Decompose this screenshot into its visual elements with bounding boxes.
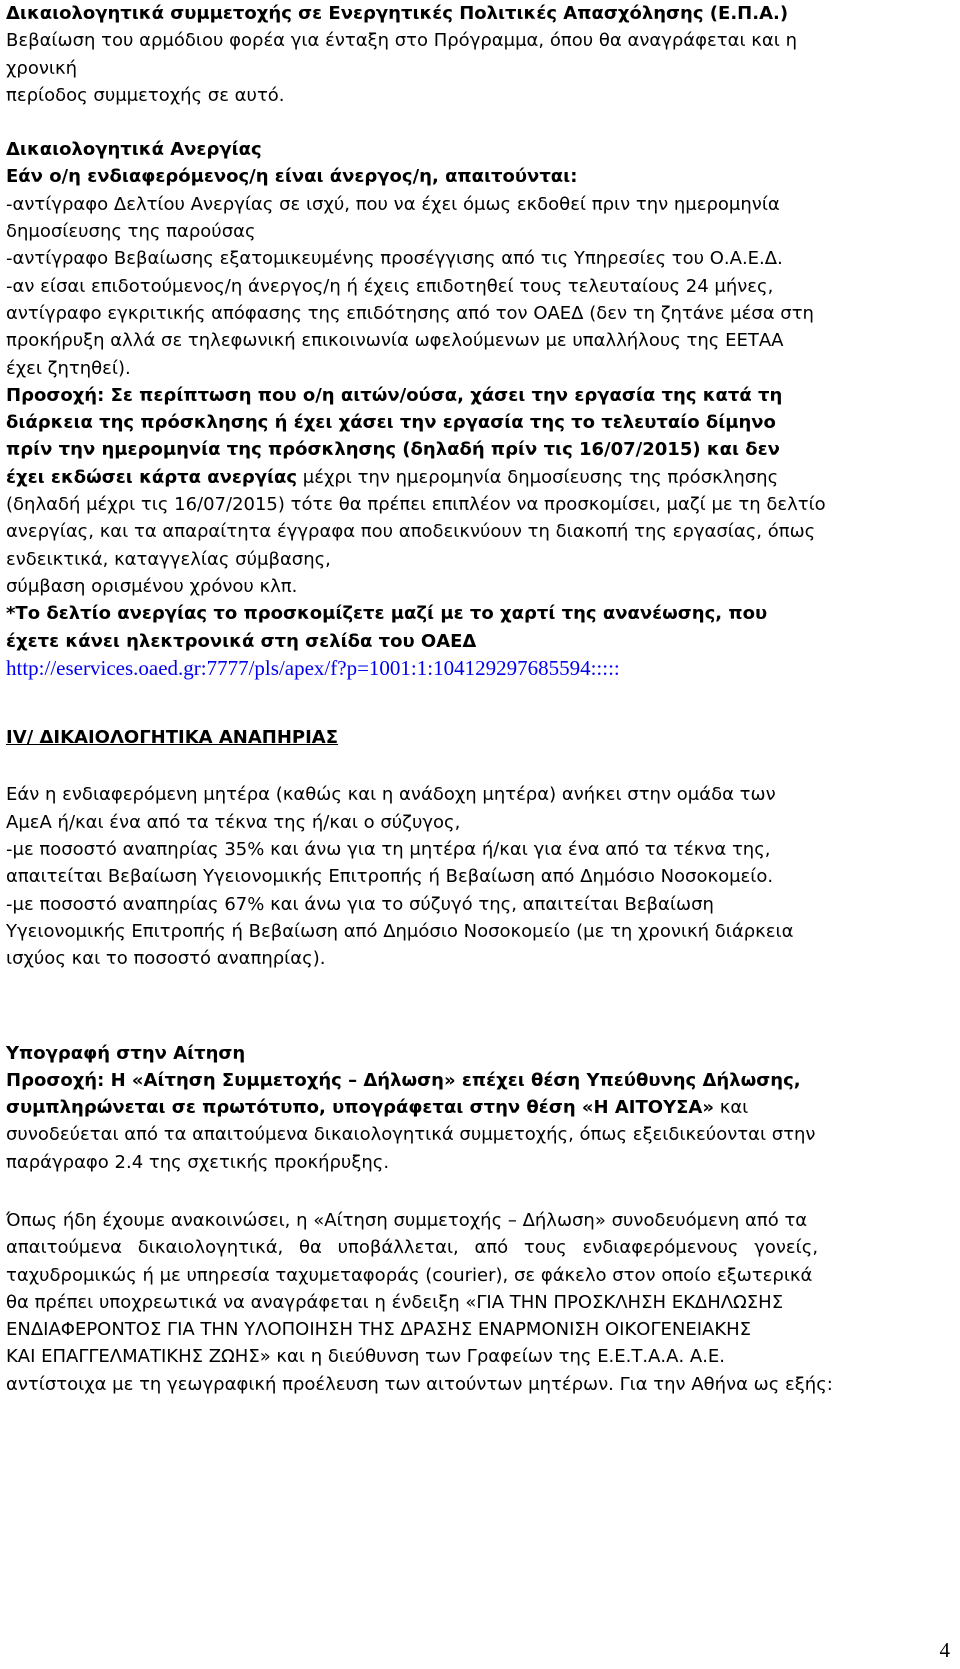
note-line: *Το δελτίο ανεργίας το προσκομίζετε μαζί με το χαρτί της ανανέωσης, που (6, 603, 768, 625)
epa-line: χρονική (6, 57, 77, 79)
note-line: έχετε κάνει ηλεκτρονικά στη σελίδα του ΟΑΕΔ (6, 630, 477, 652)
spacer (6, 109, 956, 136)
unemployment-line: -αντίγραφο Βεβαίωσης εξατομικευμένης προσέγγισης από τις Υπηρεσίες του Ο.Α.Ε.Δ. (6, 248, 783, 270)
spacer (6, 1176, 956, 1203)
warning-normal-fragment: μέχρι την ημερομηνία δημοσίευσης της πρόσκλησης (297, 466, 779, 488)
disability-line: Υγειονομικής Επιτροπής ή Βεβαίωση από Δημόσιο Νοσοκομείο (με τη χρονική διάρκεια (6, 920, 794, 942)
signature-section-title: Υπογραφή στην Αίτηση (6, 1042, 246, 1064)
unemployment-section-title: Δικαιολογητικά Ανεργίας (6, 139, 262, 161)
warning-mixed-line (6, 464, 956, 491)
signature-bold-fragment: συμπληρώνεται σε πρωτότυπο, υπογράφεται στην θέση «Η ΑΙΤΟΥΣΑ» (6, 1097, 714, 1119)
disability-line: -με ποσοστό αναπηρίας 35% και άνω για τη μητέρα ή/και για ένα από τα τέκνα της, (6, 839, 771, 861)
spacer (6, 973, 956, 1000)
oaed-link[interactable]: http://eservices.oaed.gr:7777/pls/apex/f?p=1001:1:104129297685594::::: (6, 655, 620, 680)
page-number: 4 (939, 1638, 950, 1662)
epa-line: Βεβαίωση του αρμόδιου φορέα για ένταξη στο Πρόγραμμα, όπου θα αναγράφεται και η (6, 30, 797, 52)
epa-line: περίοδος συμμετοχής σε αυτό. (6, 84, 285, 106)
justified-line: ΕΝΔΙΑΦΕΡΟΝΤΟΣ ΓΙΑ ΤΗΝ ΥΛΟΠΟΙΗΣΗ ΤΗΣ ΔΡΑΣΗΣ ΕΝΑΡΜΟΝΙΣΗ ΟΙΚΟΓΕΝΕΙΑΚΗΣ (6, 1319, 752, 1341)
unemployment-line: προκήρυξη αλλά σε τηλεφωνική επικοινωνία ωφελούμενων με υπαλλήλους της ΕΕΤΑΑ (6, 330, 784, 352)
spacer (6, 1027, 956, 1040)
epa-section-title: Δικαιολογητικά συμμετοχής σε Ενεργητικές Πολιτικές Απασχόλησης (Ε.Π.Α.) (6, 3, 789, 24)
warning-line: Προσοχή: Σε περίπτωση που ο/η αιτών/ούσα, χάσει την εργασία της κατά τη (6, 384, 783, 406)
unemployment-subtitle: Εάν ο/η ενδιαφερόμενος/η είναι άνεργος/η, απαιτούνται: (6, 166, 578, 188)
oaed-link-row (6, 655, 956, 683)
unemployment-line: -αντίγραφο Δελτίου Ανεργίας σε ισχύ, που να έχει όμως εκδοθεί πριν την ημερομηνία (6, 193, 780, 215)
spacer (6, 1000, 956, 1027)
document-page (6, 0, 956, 1398)
signature-warning-line: Προσοχή: Η «Αίτηση Συμμετοχής – Δήλωση» επέχει θέση Υπεύθυνης Δήλωσης, (6, 1069, 801, 1091)
disability-line: ισχύος και το ποσοστό αναπηρίας). (6, 948, 326, 970)
disability-line: ΑμεΑ ή/και ένα από τα τέκνα της ή/και ο σύζυγος, (6, 811, 461, 833)
disability-line: -με ποσοστό αναπηρίας 67% και άνω για το σύζυγό της, απαιτείται Βεβαίωση (6, 893, 714, 915)
justified-line: ταχυδρομικώς ή με υπηρεσία ταχυμεταφοράς (courier), σε φάκελο στον οποίο εξωτερικά (6, 1264, 813, 1286)
warning-line: σύμβαση ορισμένου χρόνου κλπ. (6, 575, 298, 597)
unemployment-line: αντίγραφο εγκριτικής απόφασης της επιδότησης από τον ΟΑΕΔ (δεν τη ζητάνε μέσα στη (6, 302, 814, 324)
justified-line: Όπως ήδη έχουμε ανακοινώσει, η «Αίτηση συμμετοχής – Δήλωση» συνοδευόμενη από τα (6, 1209, 808, 1231)
signature-normal-fragment: και (713, 1097, 749, 1119)
warning-line: (δηλαδή μέχρι τις 16/07/2015) τότε θα πρέπει επιπλέον να προσκομίσει, μαζί με τη δελτίο (6, 494, 826, 516)
disability-line: Εάν η ενδιαφερόμενη μητέρα (καθώς και η ανάδοχη μητέρα) ανήκει στην ομάδα των (6, 784, 776, 806)
justified-line: θα πρέπει υποχρεωτικά να αναγράφεται η ένδειξη «ΓΙΑ ΤΗΝ ΠΡΟΣΚΛΗΣΗ ΕΚΔΗΛΩΣΗΣ (6, 1291, 784, 1313)
signature-line: παράγραφο 2.4 της σχετικής προκήρυξης. (6, 1151, 390, 1173)
disability-heading: IV/ ΔΙΚΑΙΟΛΟΓΗΤΙΚΑ ΑΝΑΠΗΡΙΑΣ (6, 727, 339, 749)
spacer (6, 683, 956, 710)
last-line: αντίστοιχα με τη γεωγραφική προέλευση των αιτούντων μητέρων. Για την Αθήνα ως εξής: (6, 1373, 833, 1395)
warning-line: πρίν την ημερομηνία της πρόσκλησης (δηλαδή πρίν τις 16/07/2015) και δεν (6, 439, 780, 461)
justified-line: απαιτούμενα δικαιολογητικά, θα υποβάλλεται, από τους ενδιαφερόμενους γονείς, (6, 1237, 819, 1259)
spacer (6, 710, 956, 724)
unemployment-line: δημοσίευσης της παρούσας (6, 221, 256, 243)
unemployment-line: έχει ζητηθεί). (6, 357, 131, 379)
disability-line: απαιτείται Βεβαίωση Υγειονομικής Επιτροπής ή Βεβαίωση από Δημόσιο Νοσοκομείο. (6, 866, 774, 888)
warning-bold-fragment: έχει εκδώσει κάρτα ανεργίας (6, 466, 298, 488)
unemployment-line: -αν είσαι επιδοτούμενος/η άνεργος/η ή έχεις επιδοτηθεί τους τελευταίους 24 μήνες, (6, 275, 774, 297)
warning-line: ανεργίας, και τα απαραίτητα έγγραφα που αποδεικνύουν τη διακοπή της εργασίας, όπως (6, 521, 816, 543)
signature-mixed-line (6, 1094, 956, 1121)
justified-line: ΚΑΙ ΕΠΑΓΓΕΛΜΑΤΙΚΗΣ ΖΩΗΣ» και η διεύθυνση των Γραφείων της Ε.Ε.Τ.Α.Α. Α.Ε. (6, 1346, 726, 1368)
spacer (6, 751, 956, 778)
signature-line: συνοδεύεται από τα απαιτούμενα δικαιολογητικά συμμετοχής, όπως εξειδικεύονται στην (6, 1124, 816, 1146)
warning-line: ενδεικτικά, καταγγελίας σύμβασης, (6, 548, 331, 570)
warning-line: διάρκεια της πρόσκλησης ή έχει χάσει την εργασία της το τελευταίο δίμηνο (6, 412, 776, 434)
